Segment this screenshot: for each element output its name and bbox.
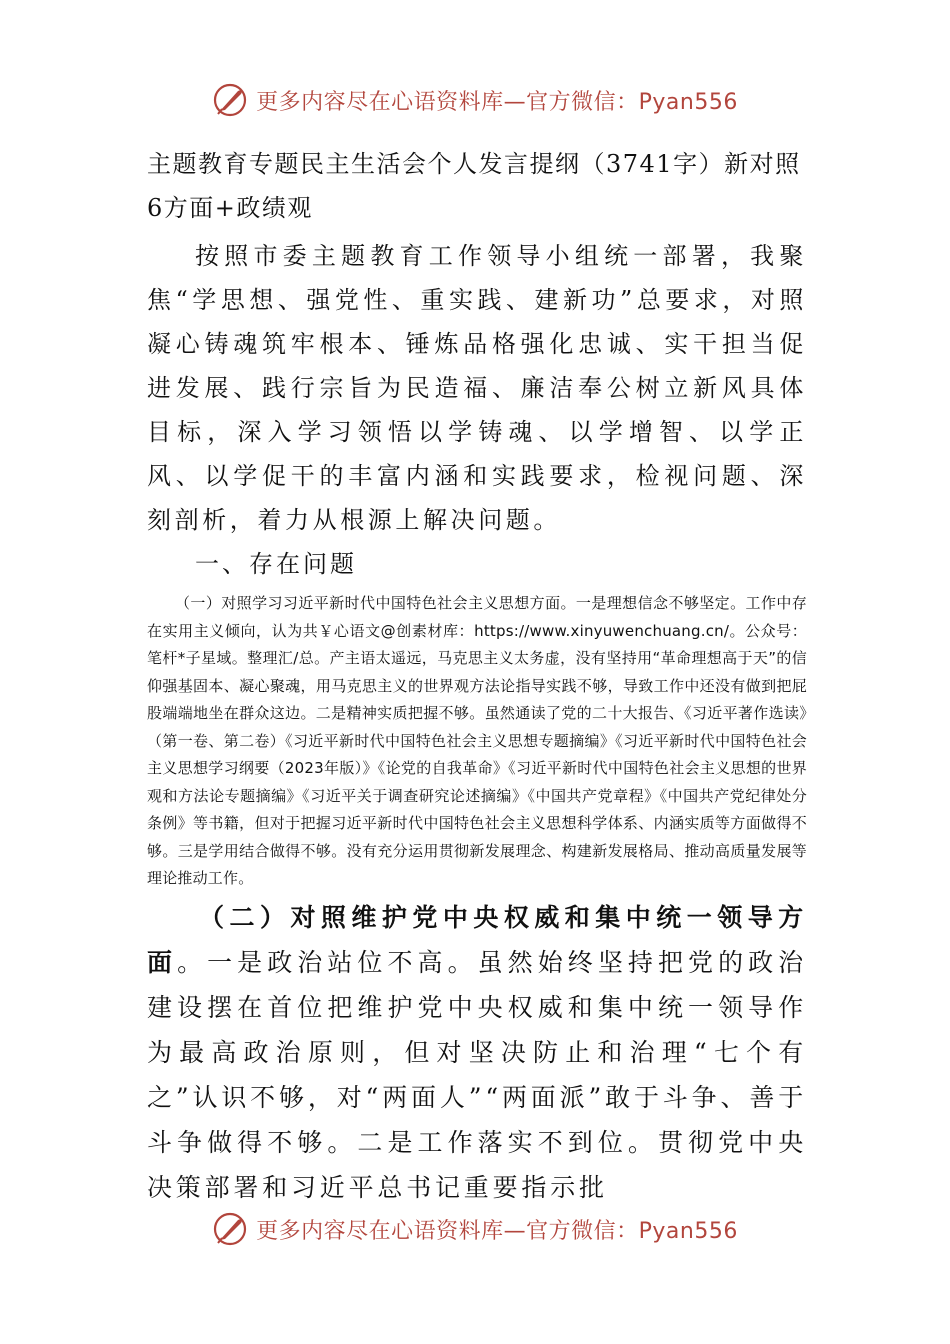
quill-logo-icon xyxy=(212,1211,248,1247)
subsection-2-paragraph xyxy=(147,895,807,1210)
document-title: 主题教育专题民主生活会个人发言提纲（3741字）新对照6方面+政绩观 xyxy=(147,150,801,222)
intro-paragraph: 按照市委主题教育工作领导小组统一部署，我聚焦“学思想、强党性、重实践、建新功”总要求，对照凝心铸魂筑牢根本、锤炼品格强化忠诚、实干担当促进发展、践行宗旨为民造福、廉洁奉公树立新风具体目标，深入学习领悟以学铸魂、以学增智、以学正风、以学促干的丰富内涵和实践要求，检视问题、深刻剖析，着力从根源上解决问题。 xyxy=(147,242,807,534)
subsection-2-text: 。一是政治站位不高。虽然始终坚持把党的政治建设摆在首位把维护党中央权威和集中统一领导作为最高政治原则，但对坚决防止和治理“七个有之”认识不够，对“两面人”“两面派”敢于斗争、善于斗争做得不够。二是工作落实不到位。贯彻党中央决策部署和习近平总书记重要指示批 xyxy=(147,947,807,1202)
subsection-2-heading: （二）对照维护党中央权威和集中统一领导方面 xyxy=(147,902,807,977)
document-page xyxy=(147,142,807,1210)
watermark-text: 更多内容尽在心语资料库—官方微信：Pyan556 xyxy=(256,1218,738,1244)
subsection-1-paragraph: （一）对照学习习近平新时代中国特色社会主义思想方面。一是理想信念不够坚定。工作中存在实用主义倾向，认为共￥心语文@创素材库：https://www.xinyuwenchuang.cn/。公众号：笔杆*子星域。整理汇/总。产主语太遥远，马克思主义太务虚，没有坚持用“革命理想高于天”的信仰强基固本、凝心聚魂，用马克思主义的世界观方法论指导实践不够，导致工作中还没有做到把屁股端端地坐在群众这边。二是精神实质把握不够。虽然通读了党的二十大报告、《习近平著作选读》（第一卷、第二卷）《习近平新时代中国特色社会主义思想专题摘编》《习近平新时代中国特色社会主义思想学习纲要（2023年版）》《论党的自我革命》《习近平新时代中国特色社会主义思想的世界观和方法论专题摘编》《习近平关于调查研究论述摘编》《中国共产党章程》《中国共产党纪律处分条例》等书籍，但对于把握习近平新时代中国特色社会主义思想科学体系、内涵实质等方面做得不够。三是学用结合做得不够。没有充分运用贯彻新发展理念、构建新发展格局、推动高质量发展等理论推动工作。 xyxy=(147,594,807,887)
watermark-banner-top xyxy=(0,80,950,120)
quill-logo-icon xyxy=(212,82,248,118)
watermark-text: 更多内容尽在心语资料库—官方微信：Pyan556 xyxy=(256,89,738,115)
section-heading: 一、存在问题 xyxy=(195,550,357,578)
watermark-banner-bottom xyxy=(0,1209,950,1249)
